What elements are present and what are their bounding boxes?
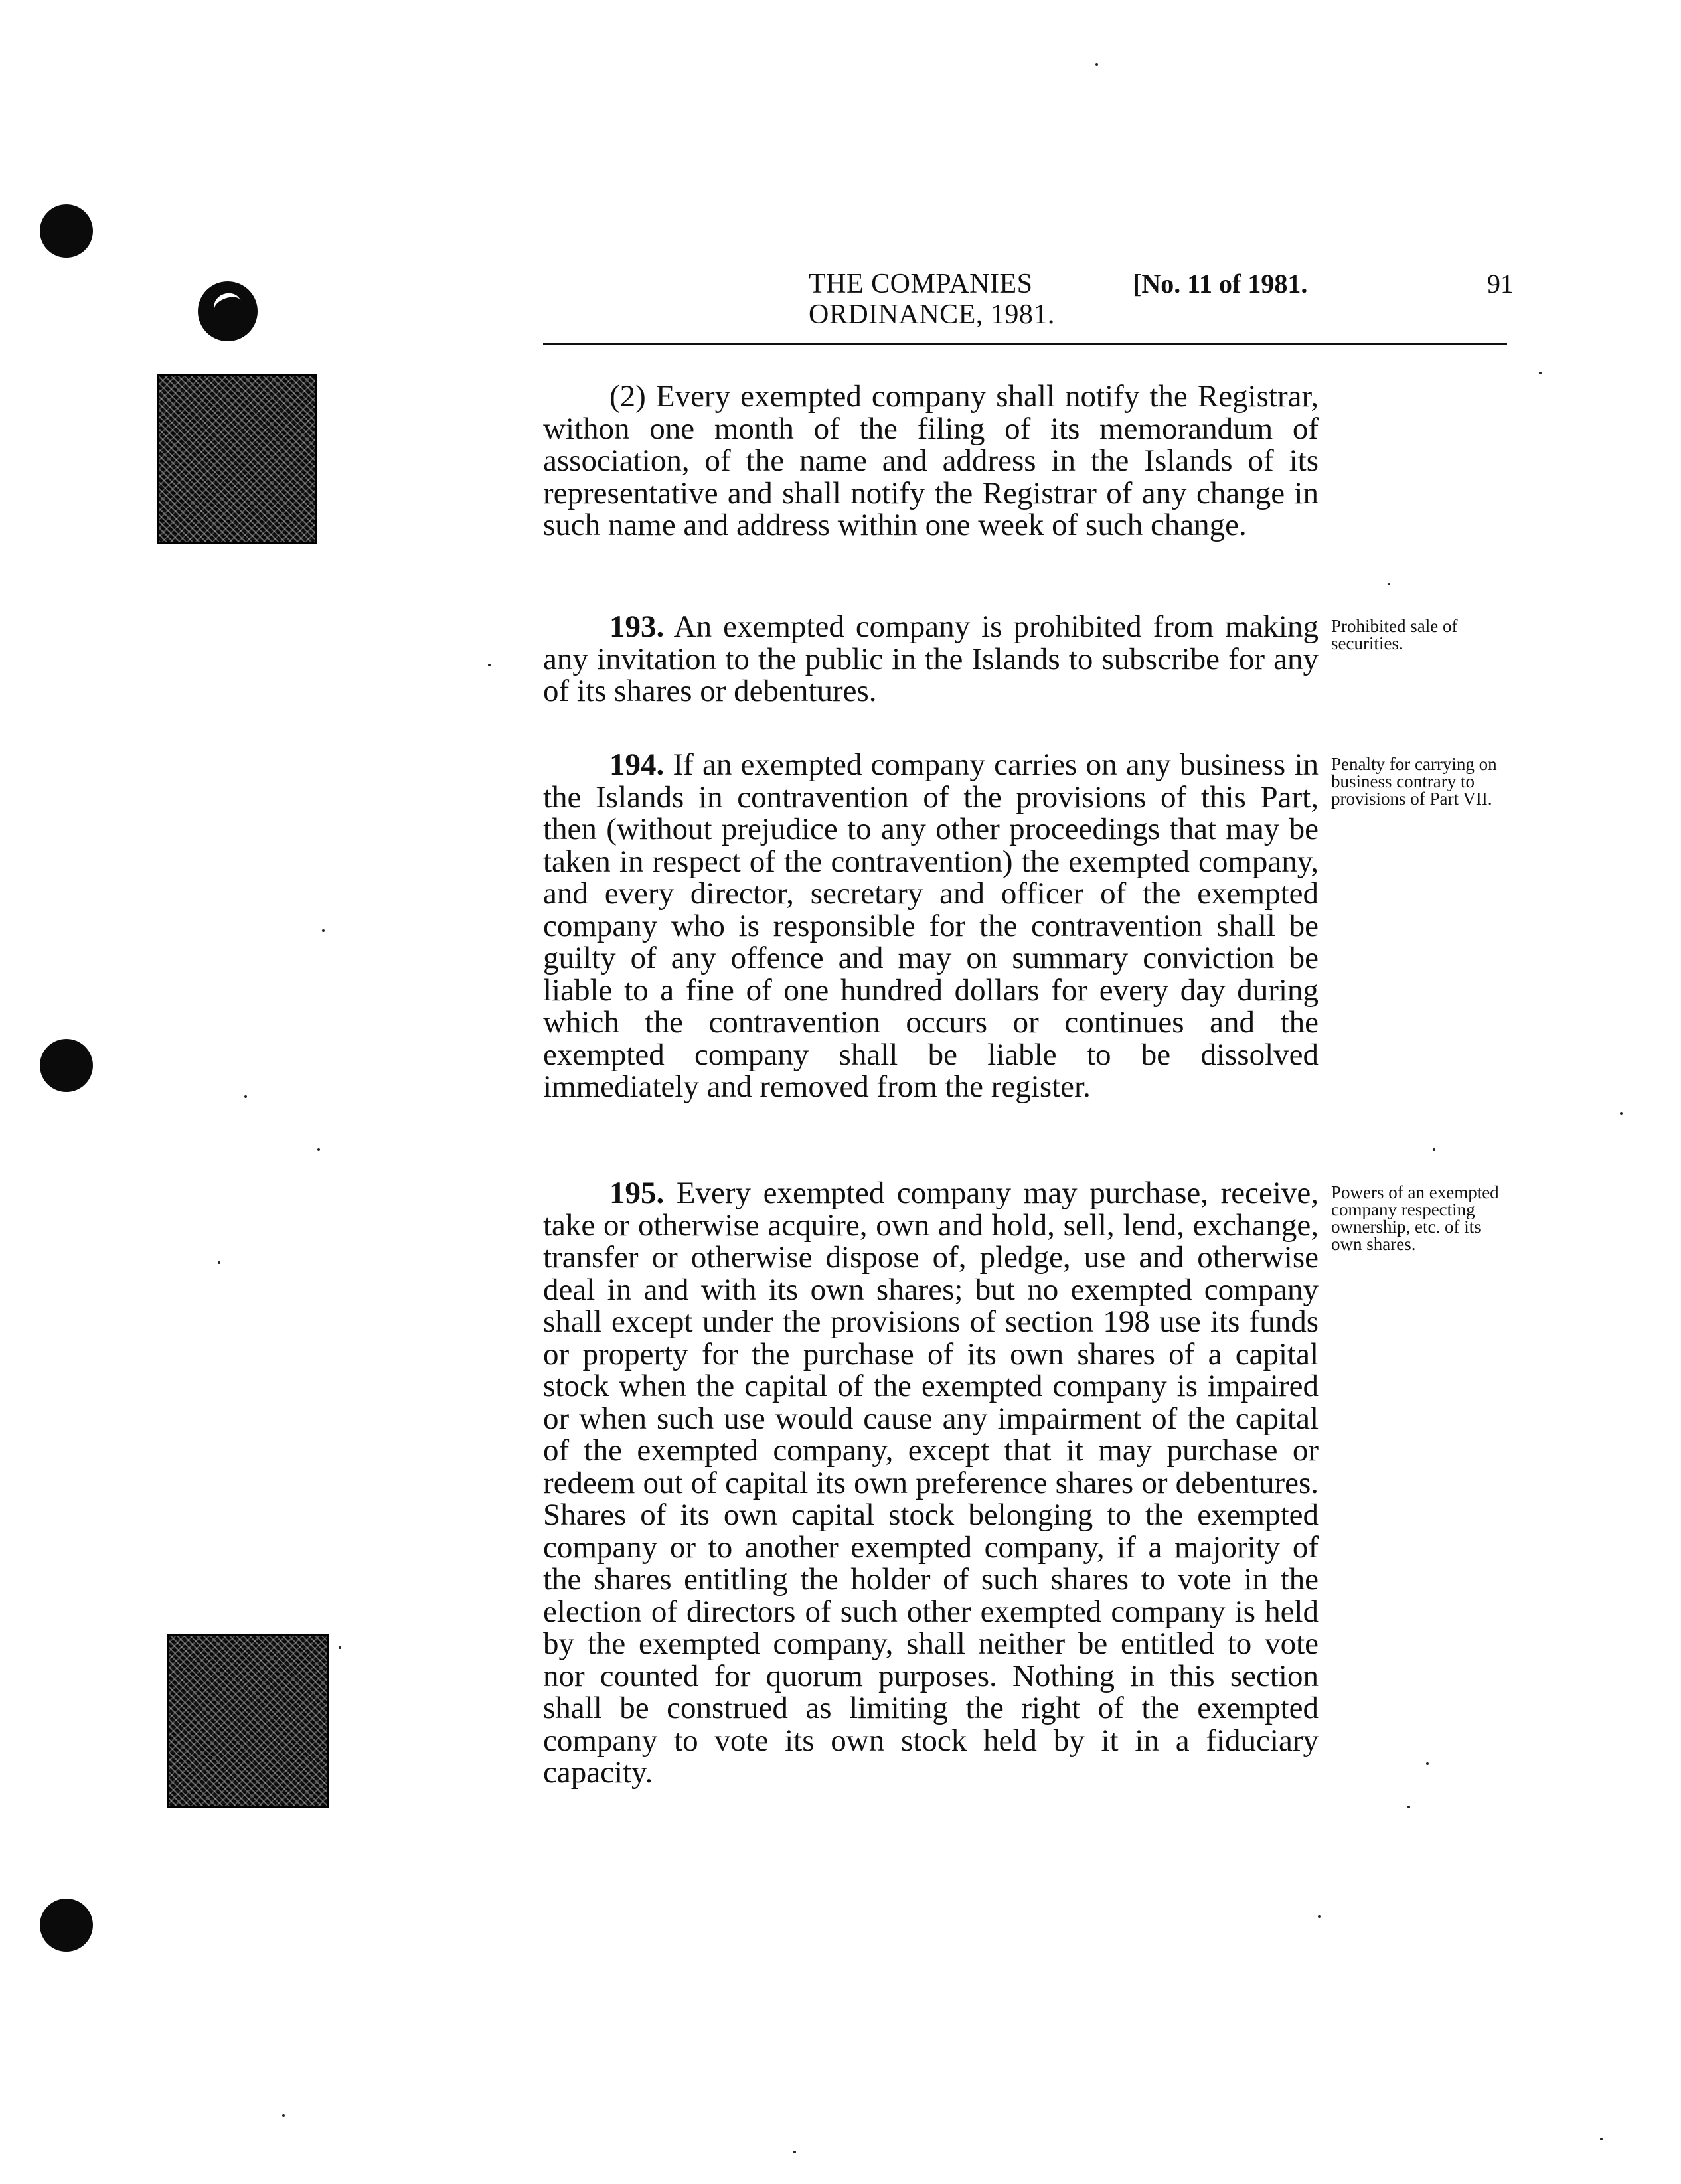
scan-speck: [1095, 63, 1098, 66]
section-194: [543, 749, 1319, 1103]
header-rule: [543, 343, 1507, 345]
section-194-text: If an exempted company carries on any business in the Islands in contravention of the provisions of this Part, then (without prejudice to any other proceedings that may be taken in respect of the contravention) the exempted company, and every director, secretary and officer of the exempted company who is responsible for the contravention shall be guilty of any offence and may on summary conviction be liable to a fine of one hundred dollars for every day during which the contravention occurs or continues and the exempted company shall be liable to be dissolved immediately and removed from the register.: [543, 747, 1319, 1104]
scan-speck: [1620, 1112, 1623, 1115]
scan-speck: [244, 1095, 247, 1098]
scan-speck: [1426, 1762, 1429, 1765]
scan-speck: [282, 2114, 285, 2117]
subsection-2-text: (2) Every exempted company shall notify the Registrar, withon one month of the filing of its memorandum of association, of the name and address in the Islands of its representative and shall notify the Registrar of any change in such name and address within one week of such change.: [543, 379, 1319, 542]
scan-speck: [1407, 1806, 1410, 1808]
section-number: 194.: [609, 747, 665, 782]
scan-speck: [1600, 2138, 1603, 2140]
scan-speck: [488, 664, 491, 666]
scan-speck: [322, 929, 325, 932]
section-193-text: An exempted company is prohibited from making any invitation to the public in the Islands to subscribe for any of its shares or debentures.: [543, 609, 1319, 708]
ordinance-number: [No. 11 of 1981.: [1133, 269, 1308, 299]
margin-note-193: Prohibited sale of securities.: [1331, 616, 1458, 653]
margin-note-195: Powers of an exempted company respecting ownership, etc. of its own shares.: [1331, 1182, 1499, 1254]
scan-stamp-bottom: [167, 1634, 329, 1808]
subsection-2: [543, 380, 1319, 542]
section-195: [543, 1177, 1319, 1789]
running-title-line2: ORDINANCE, 1981.: [809, 299, 1055, 330]
section-195-text: Every exempted company may purchase, receive, take or otherwise acquire, own and hold, sell, lend, exchange, transfer or otherwise dispose of, pledge, use and otherwise deal in and with its own shares; but no exempted company shall except under the provisions of section 198 use its funds or property for the purchase of its own shares of a capital stock when the capital of the exempted company is impaired or when such use would cause any impairment of the capital of the exempted company, except that it may purchase or redeem out of capital its own preference shares or debentures. Shares of its own capital stock belonging to the exempted company or to another exempted company, if a majority of the shares entitling the holder of such shares to vote in the election of directors of such other exempted company is held by the exempted company, shall neither be entitled to vote nor counted for quorum purposes. Nothing in this section shall be construed as limiting the right of the exempted company to vote its own stock held by it in a fiduciary capacity.: [543, 1176, 1319, 1790]
scan-speck: [1539, 372, 1542, 374]
scan-speck: [1388, 583, 1390, 585]
scan-speck: [218, 1261, 220, 1264]
scan-stamp-top: [157, 374, 317, 544]
scan-speck: [1433, 1148, 1435, 1151]
running-title-line1: THE COMPANIES: [809, 269, 1033, 299]
scan-speck: [339, 1646, 341, 1649]
margin-note-194: Penalty for carrying on business contrary to provisions of Part VII.: [1331, 754, 1497, 809]
punch-hole-bottom: [40, 1899, 93, 1952]
running-title: [809, 269, 1055, 330]
scan-speck: [1318, 1915, 1321, 1918]
punch-hole-middle: [40, 1039, 93, 1092]
section-number: 193.: [609, 609, 665, 644]
section-193: [543, 611, 1319, 708]
scan-speck: [793, 2151, 796, 2153]
page-number: 91: [1487, 269, 1514, 299]
scan-speck: [317, 1148, 320, 1151]
section-number: 195.: [609, 1176, 665, 1210]
punch-hole-top: [40, 204, 93, 258]
